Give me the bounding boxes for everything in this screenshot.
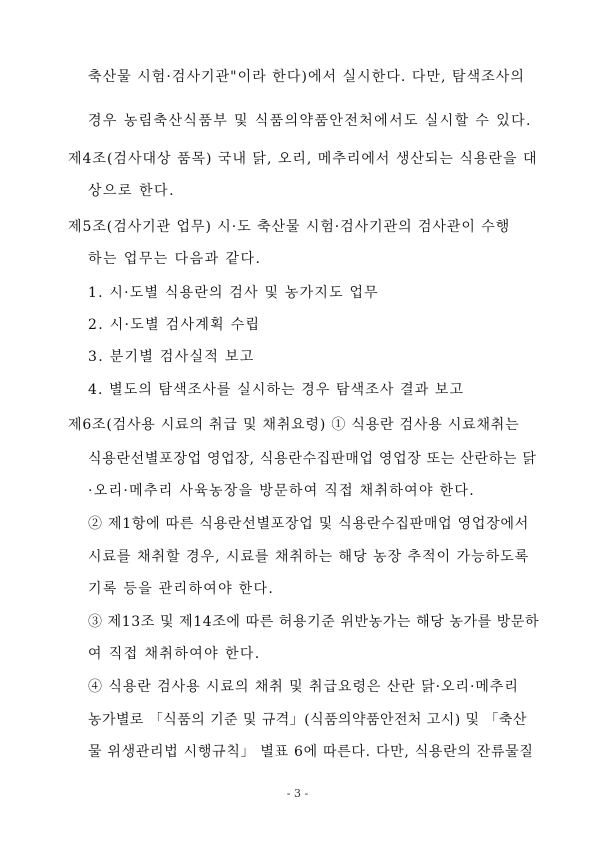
article-heading: 제5조(검사기관 업무) 시·도 축산물 시험·검사기관의 검사관이 수행 bbox=[68, 219, 511, 235]
list-item: 2. 시·도별 검사계획 수립 bbox=[88, 317, 261, 333]
paragraph-line: ④ 식용란 검사용 시료의 채취 및 취급요령은 산란 닭·오리·메추리 bbox=[88, 679, 519, 695]
text-line: 축산물 시험·검사기관"이라 한다)에서 실시한다. 다만, 탐색조사의 bbox=[88, 69, 525, 85]
text-line: 경우 농림축산식품부 및 식품의약품안전처에서도 실시할 수 있다. bbox=[88, 113, 532, 129]
article-heading: 제6조(검사용 시료의 취급 및 채취요령) ① 식용란 검사용 시료채취는 bbox=[68, 417, 520, 433]
paragraph-line: ③ 제13조 및 제14조에 따른 허용기준 위반농가는 해당 농가를 방문하 bbox=[88, 614, 540, 630]
list-item: 3. 분기별 검사실적 보고 bbox=[88, 349, 255, 365]
list-item: 1. 시·도별 식용란의 검사 및 농가지도 업무 bbox=[88, 285, 379, 301]
text-line: 하는 업무는 다음과 같다. bbox=[88, 251, 262, 267]
text-line: 기록 등을 관리하여야 한다. bbox=[88, 581, 275, 597]
list-item: 4. 별도의 탐색조사를 실시하는 경우 탐색조사 결과 보고 bbox=[88, 382, 465, 398]
page-number: - 3 - bbox=[286, 787, 309, 800]
text-line: 여 직접 채취하여야 한다. bbox=[88, 646, 261, 662]
article-heading: 제4조(검사대상 품목) 국내 닭, 오리, 메추리에서 생산되는 식용란을 대 bbox=[68, 151, 538, 167]
text-line: 상으로 한다. bbox=[88, 183, 176, 199]
text-line: 물 위생관리법 시행규칙」 별표 6에 따른다. 다만, 식용란의 잔류물질 bbox=[88, 744, 534, 760]
text-line: 식용란선별포장업 영업장, 식용란수집판매업 영업장 또는 산란하는 닭 bbox=[88, 451, 537, 467]
text-line: 시료를 채취할 경우, 시료를 채취하는 해당 농장 추적이 가능하도록 bbox=[88, 549, 530, 565]
paragraph-line: ② 제1항에 따른 식용란선별포장업 및 식용란수집판매업 영업장에서 bbox=[88, 516, 530, 532]
text-line: ·오리·메추리 사육농장을 방문하여 직접 채취하여야 한다. bbox=[88, 483, 475, 499]
text-line: 농가별로 「식품의 기준 및 규격」(식품의약품안전처 고시) 및 「축산 bbox=[88, 712, 527, 728]
